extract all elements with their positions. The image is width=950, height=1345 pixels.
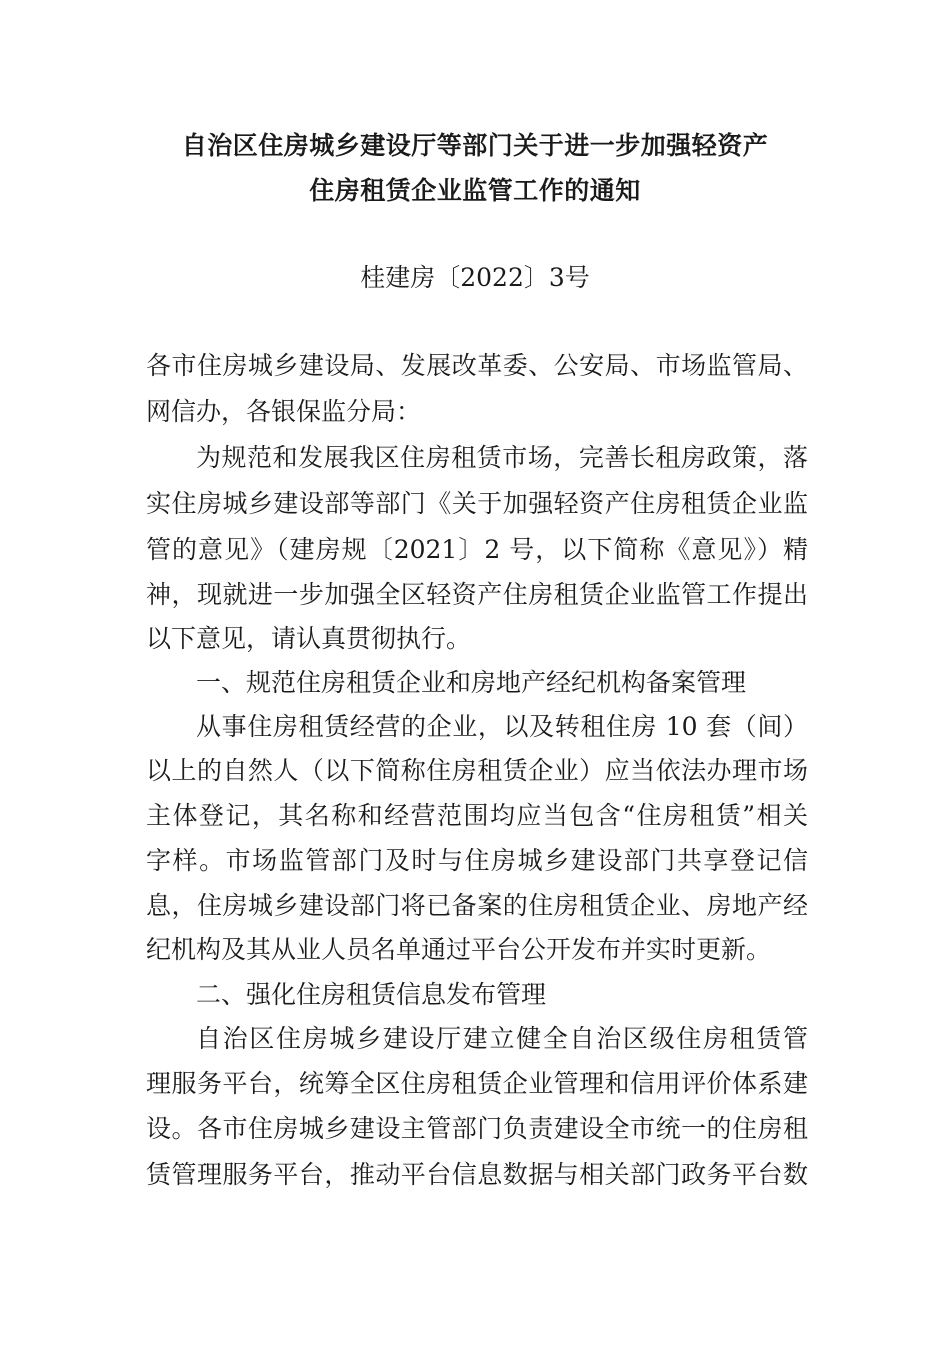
intro-line-3: 管的意见》（建房规〔2021〕2 号，以下简称《意见》）精 — [146, 535, 808, 564]
intro-line-5: 以下意见，请认真贯彻执行。 — [146, 624, 472, 653]
section-1-line-6: 纪机构及其从业人员名单通过平台公开发布并实时更新。 — [146, 935, 772, 964]
section-2-line-4: 赁管理服务平台，推动平台信息数据与相关部门政务平台数 — [146, 1160, 808, 1189]
intro-line-1: 为规范和发展我区住房租赁市场，完善长租房政策，落 — [196, 443, 808, 472]
document-title-line-1: 自治区住房城乡建设厅等部门关于进一步加强轻资产 — [181, 131, 769, 160]
section-1-line-4: 字样。市场监管部门及时与住房城乡建设部门共享登记信 — [146, 846, 808, 875]
section-1-line-2: 以上的自然人（以下简称住房租赁企业）应当依法办理市场 — [146, 756, 808, 785]
addressee-line-2: 网信办，各银保监分局： — [146, 397, 422, 426]
section-2-line-3: 设。各市住房城乡建设主管部门负责建设全市统一的住房租 — [146, 1114, 808, 1143]
section-1-heading: 一、规范住房租赁企业和房地产经纪机构备案管理 — [196, 668, 747, 697]
section-1-line-5: 息，住房城乡建设部门将已备案的住房租赁企业、房地产经 — [146, 891, 808, 920]
section-2-heading: 二、强化住房租赁信息发布管理 — [196, 980, 547, 1009]
section-2-line-1: 自治区住房城乡建设厅建立健全自治区级住房租赁管 — [196, 1024, 808, 1053]
intro-line-4: 神，现就进一步加强全区轻资产住房租赁企业监管工作提出 — [146, 580, 808, 609]
document-title-line-2: 住房租赁企业监管工作的通知 — [309, 176, 641, 205]
section-1-line-3: 主体登记，其名称和经营范围均应当包含“住房租赁”相关 — [146, 801, 808, 830]
addressee-line-1: 各市住房城乡建设局、发展改革委、公安局、市场监管局、 — [146, 351, 808, 380]
section-2-line-2: 理服务平台，统筹全区住房租赁企业管理和信用评价体系建 — [146, 1069, 808, 1098]
intro-line-2: 实住房城乡建设部等部门《关于加强轻资产住房租赁企业监 — [146, 489, 808, 518]
section-1-line-1: 从事住房租赁经营的企业，以及转租住房 10 套（间） — [196, 712, 808, 741]
document-number: 桂建房〔2022〕3号 — [360, 263, 590, 292]
